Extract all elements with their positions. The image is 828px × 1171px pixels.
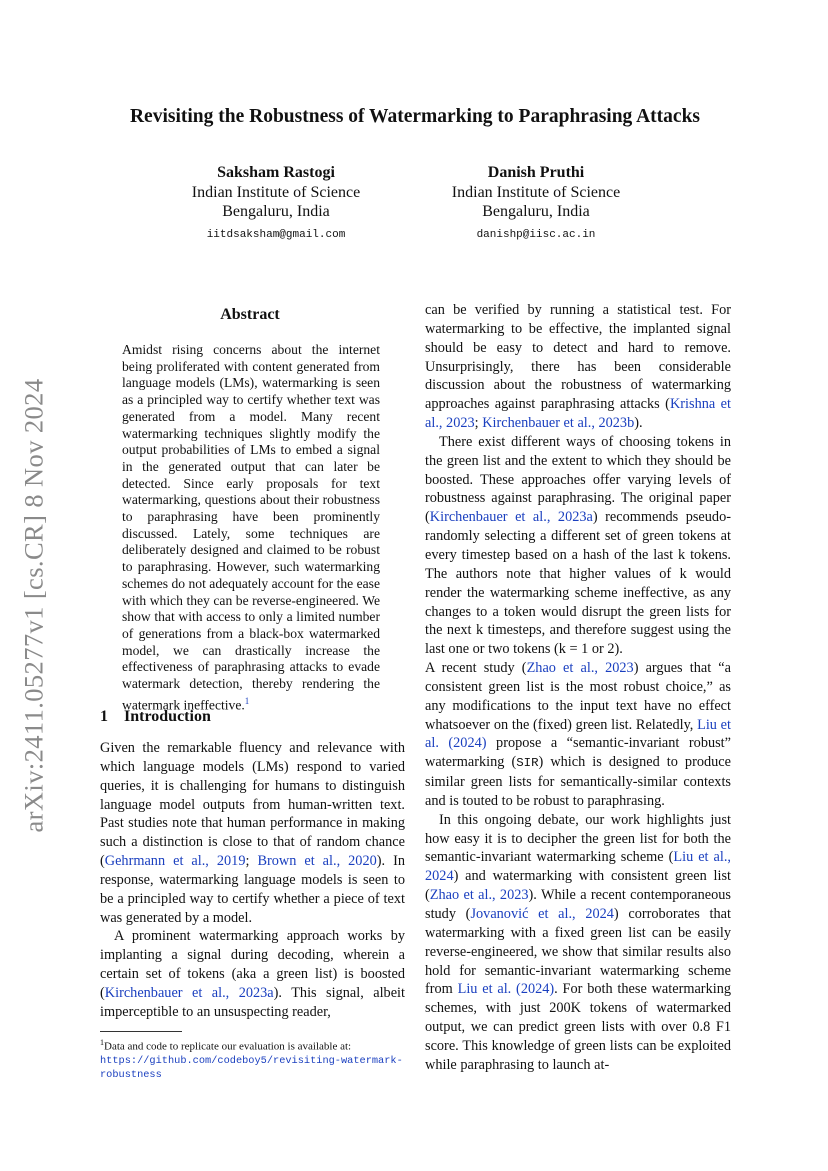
author-name: Saksham Rastogi: [217, 164, 335, 181]
author-email[interactable]: iitdsaksham@gmail.com: [206, 228, 346, 241]
citation-link[interactable]: Zhao et al., 2023: [526, 660, 634, 677]
arxiv-identifier: [14, 365, 54, 845]
abstract-body: [122, 342, 380, 714]
citation-link[interactable]: Kirchenbauer et al., 2023b: [482, 415, 635, 432]
footnote-divider: [100, 1031, 182, 1032]
left-column-body: [100, 739, 405, 1022]
citation-link[interactable]: Kirchenbauer et al., 2023a: [104, 984, 274, 1001]
paper-title: Revisiting the Robustness of Watermarking to Paraphrasing Attacks: [129, 106, 701, 127]
footnote-text: Data and code to replicate our evaluation is available at:: [104, 1040, 352, 1053]
arxiv-id-text: arXiv:2411.05277v1 [cs.CR] 8 Nov 2024: [18, 378, 49, 832]
paragraph: can be verified by running a statistical test. For watermarking to be effective, the implanted signal should be easy to detect and hard to remove. Unsurprisingly, there has been considerable discussion about the robustness of watermarking approaches against paraphrasing attacks (Krishna et al., 2023; Kirchenbauer et al., 2023b).: [425, 302, 731, 432]
author-affiliation: Indian Institute of Science: [191, 183, 361, 201]
paragraph: There exist different ways of choosing tokens in the green list and the extent to which they should be boosted. These approaches offer varying levels of robustness against paraphrasing. The original paper (Kirchenbauer et al., 2023a) recommends pseudo-randomly selecting a different set of green tokens at every timestep based on a hash of the last k tokens. The authors note that higher values of k would render the watermarking scheme ineffective, as any changes to a token would disrupt the green lists for the next k timesteps, and therefore suggest using the last one or two tokens (k = 1 or 2).: [425, 433, 731, 658]
section-heading: [100, 708, 211, 726]
section-number: 1: [100, 708, 108, 725]
paragraph: Given the remarkable fluency and relevance with which language models (LMs) respond to varied queries, it is challenging for humans to distinguish language model outputs from human-written text. Past studies note that human performance in making such a distinction is close to that of random chance (Gehrmann et al., 2019; Brown et al., 2020). In response, watermarking language models is seen to be a principled way to certify whether a piece of text was generated by a model.: [100, 740, 405, 926]
citation-link[interactable]: Brown et al., 2020: [257, 853, 377, 870]
citation-link[interactable]: Liu et al. (2024): [425, 716, 731, 752]
footnote-marker[interactable]: 1: [244, 695, 250, 706]
author-location: Bengaluru, India: [482, 203, 590, 220]
paragraph: A recent study (Zhao et al., 2023) argues that “a consistent green list is the most robust choice,” as any modifications to the input text have no effect whatsoever on the (fixed) green list. Relatedly, Liu et al. (2024) propose a “semantic-invariant robust” watermarking (SIR) which is designed to produce similar green lists for semantically-similar contexts and is touted to be robust to paraphrasing.: [425, 660, 731, 809]
citation-link[interactable]: Jovanović et al., 2024: [470, 906, 614, 922]
citation-link[interactable]: Liu et al., 2024: [425, 849, 731, 885]
right-column-body: [425, 301, 731, 1075]
abstract-heading: Abstract: [220, 306, 280, 323]
citation-link[interactable]: Krishna et al., 2023: [425, 396, 731, 432]
author-block-2: [406, 163, 666, 245]
author-affiliation: Indian Institute of Science: [451, 183, 621, 201]
abstract-text: Amidst rising concerns about the internet being proliferated with content generated from language models (LMs), watermarking is seen as a principled way to certify whether text was generated from a model. Many recent watermarking techniques slightly modify the output probabilities of LMs to embed a signal in the generated output that can later be detected. Since early proposals for text watermarking, questions about their robustness to paraphrasing have been prominently discussed. Lately, some techniques are deliberately designed and claimed to be robust to paraphrasing. However, such watermarking schemes do not adequately account for the ease with which they can be reverse-engineered. We show that with access to only a limited number of generations from a black-box watermarked model, we can drastically increase the effectiveness of paraphrasing attacks to evade watermark detection, thereby rendering the watermark ineffective.: [122, 342, 380, 713]
citation-link[interactable]: Gehrmann et al., 2019: [104, 853, 246, 870]
code-term: SIR: [516, 756, 539, 771]
footnote-url-link[interactable]: https://github.com/codeboy5/revisiting-watermark-robustness: [100, 1054, 403, 1082]
author-block-1: [146, 163, 406, 245]
citation-link[interactable]: Zhao et al., 2023: [429, 887, 529, 904]
paragraph: A prominent watermarking approach works by implanting a signal during decoding, wherein a certain set of tokens (aka a green list) is boosted (Kirchenbauer et al., 2023a). This signal, albeit imperceptible to an unsuspecting reader,: [100, 928, 405, 1020]
citation-link[interactable]: Kirchenbauer et al., 2023a: [429, 509, 593, 526]
author-email[interactable]: danishp@iisc.ac.in: [476, 228, 596, 241]
author-location: Bengaluru, India: [222, 203, 330, 220]
section-title: Introduction: [124, 708, 211, 725]
paragraph: In this ongoing debate, our work highlights just how easy it is to decipher the green list for both the semantic-invariant watermarking scheme (Liu et al., 2024) and watermarking with consistent green list (Zhao et al., 2023). While a recent contemporaneous study (Jovanović et al., 2024) corroborates that watermarking with a fixed green list can be easily reverse-engineered, we show that similar results also hold for semantic-invariant watermarking scheme from Liu et al. (2024). For both these watermarking schemes, with just 200K tokens of watermarked output, we can predict green lists with over 0.8 F1 score. This knowledge of green lists can be exploited while paraphrasing to launch at-: [425, 811, 731, 1073]
footnote-number: 1: [100, 1038, 104, 1047]
author-name: Danish Pruthi: [487, 164, 585, 181]
citation-link[interactable]: Liu et al. (2024): [457, 981, 555, 998]
footnote: [100, 1036, 410, 1082]
